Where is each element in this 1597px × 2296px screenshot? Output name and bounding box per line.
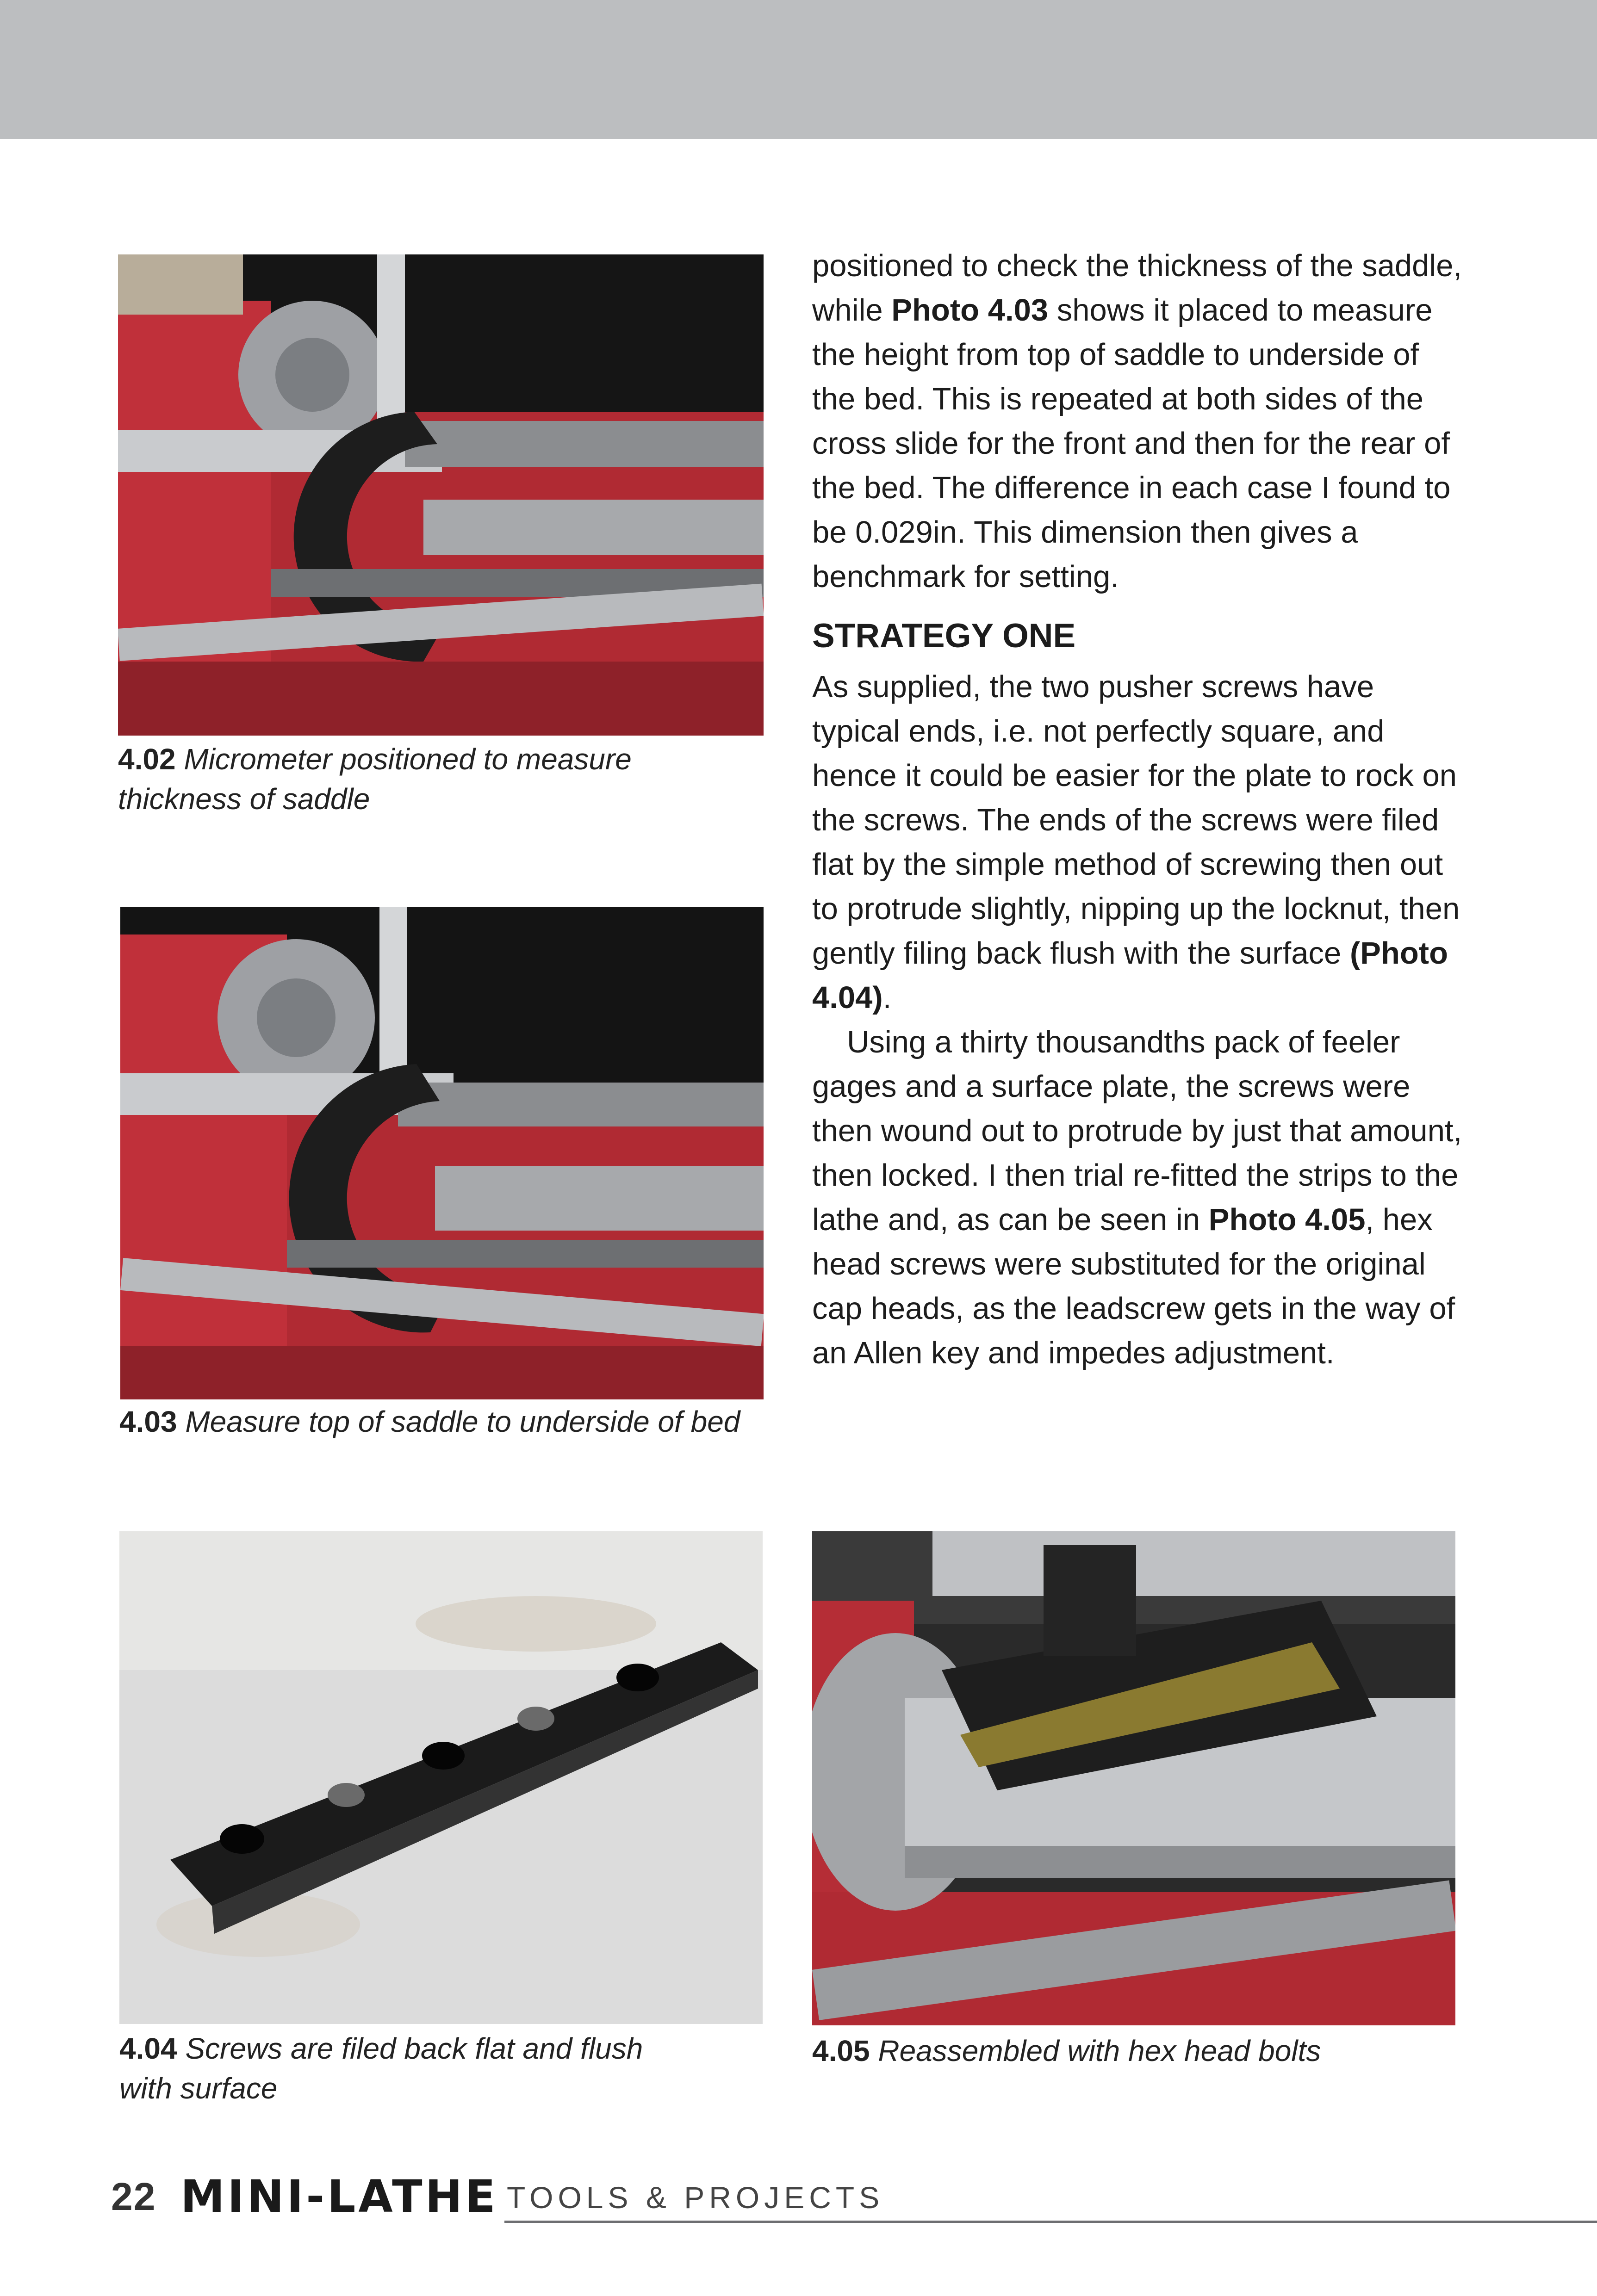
photo-4-02 [118,254,764,736]
photo-reference: Photo 4.05 [1208,1202,1366,1237]
photo-reference: (Photo 4.04) [812,936,1448,1015]
caption-text: Reassembled with hex head bolts [878,2034,1321,2067]
caption-4-03 [119,1402,777,1442]
page-footer [111,2171,1597,2234]
page-number: 22 [111,2175,156,2218]
footer-brand: MINI-LATHE [180,2171,498,2222]
photo-reference: Photo 4.03 [891,293,1049,328]
caption-text: Micrometer positioned to measure thickness of saddle [118,743,632,816]
caption-number: 4.03 [119,1405,177,1438]
paragraph-2: As supplied, the two pusher screws have typical ends, i.e. not perfectly square, and hence it could be easier for the plate to rock on the screws. The ends of the screws were filed flat by the simple method of screwing then out to protrude slightly, nipping up the locknut, then gently filing back flush with the surface (Photo 4.04). [812,669,1460,1015]
photo-4-04 [119,1531,763,2024]
paragraph-3: Using a thirty thousandths pack of feeler gages and a surface plate, the screws were then wound out to protrude by just that amount, then locked. I then trial re-fitted the strips to the lathe and, as can be seen in Photo 4.05, hex head screws were substituted for the original cap heads, as the leadscrew gets in the way of an Allen key and impedes adjustment. [812,1025,1462,1370]
photo-4-03 [120,907,764,1399]
photo-4-05 [812,1531,1455,2025]
section-heading: STRATEGY ONE [812,617,1076,655]
caption-number: 4.02 [118,743,176,776]
footer-subtitle: TOOLS & PROJECTS [507,2180,884,2215]
footer-rule [504,2221,1597,2223]
caption-text: Screws are filed back flat and flush with surface [119,2032,643,2105]
caption-text: Measure top of saddle to underside of bed [185,1405,740,1438]
article-text [812,244,1469,1375]
caption-4-05 [812,2031,1460,2071]
caption-number: 4.04 [119,2032,177,2065]
caption-4-04 [119,2029,698,2108]
caption-4-02 [118,739,673,819]
top-band [0,0,1597,139]
caption-number: 4.05 [812,2034,870,2067]
paragraph-1: positioned to check the thickness of the saddle, while Photo 4.03 shows it placed to measure the height from top of saddle to underside of the bed. This is repeated at both sides of the cross slide for the front and then for the rear of the bed. The difference in each case I found to be 0.029in. This dimension then gives a benchmark for setting. [812,248,1462,594]
